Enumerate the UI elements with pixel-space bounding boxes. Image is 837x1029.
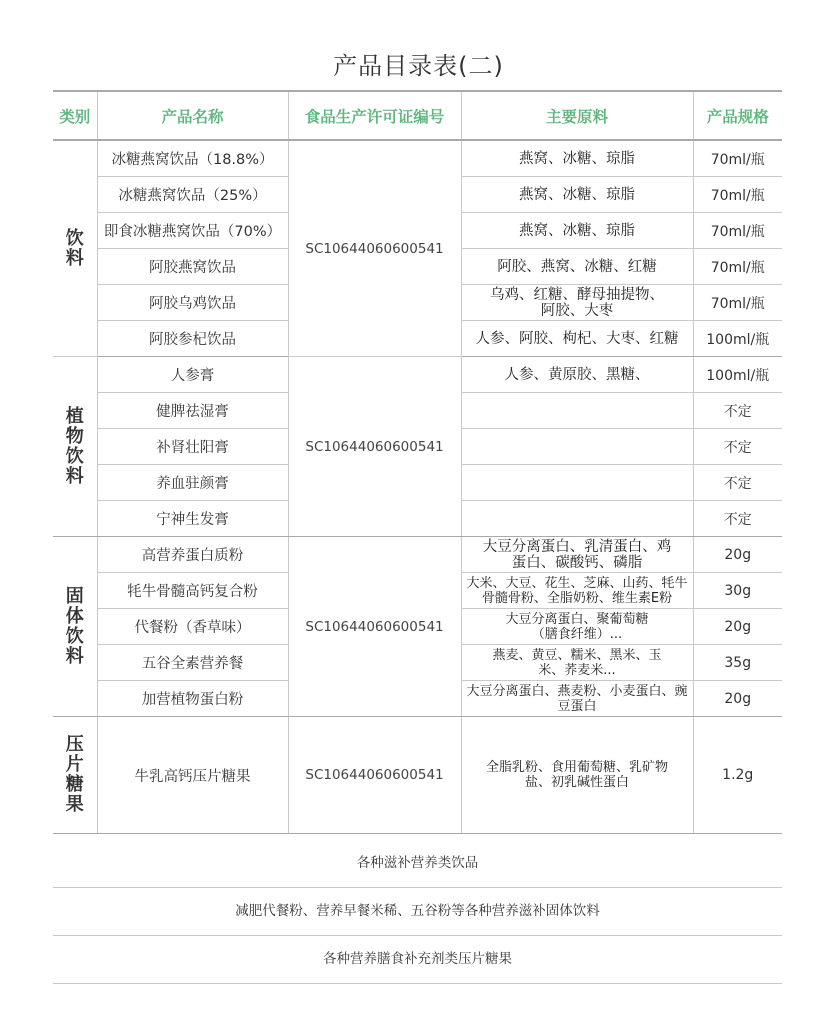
license-cell: SC10644060600541 — [288, 537, 461, 717]
category-cell: 植物饮料 — [53, 357, 97, 537]
materials-cell: 乌鸡、红糖、酵母抽提物、阿胶、大枣 — [461, 285, 693, 321]
product-name: 人参膏 — [97, 357, 288, 393]
materials-cell: 燕窝、冰糖、琼脂 — [461, 140, 693, 177]
materials-cell: 全脂乳粉、食用葡萄糖、乳矿物盐、初乳碱性蛋白 — [461, 717, 693, 834]
license-cell: SC10644060600541 — [288, 357, 461, 537]
materials-cell — [461, 501, 693, 537]
product-name: 冰糖燕窝饮品（25%） — [97, 177, 288, 213]
materials-cell — [461, 465, 693, 501]
product-name: 养血驻颜膏 — [97, 465, 288, 501]
spec-cell: 20g — [693, 681, 782, 717]
spec-cell: 35g — [693, 645, 782, 681]
product-name: 冰糖燕窝饮品（18.8%） — [97, 140, 288, 177]
spec-cell: 30g — [693, 573, 782, 609]
product-name: 阿胶燕窝饮品 — [97, 249, 288, 285]
header-name: 产品名称 — [97, 91, 288, 140]
header-materials: 主要原料 — [461, 91, 693, 140]
spec-cell: 不定 — [693, 501, 782, 537]
product-name: 阿胶参杞饮品 — [97, 321, 288, 357]
materials-cell: 人参、阿胶、枸杞、大枣、红糖 — [461, 321, 693, 357]
spec-cell: 1.2g — [693, 717, 782, 834]
spec-cell: 70ml/瓶 — [693, 213, 782, 249]
table-row — [53, 537, 782, 573]
license-cell: SC10644060600541 — [288, 140, 461, 357]
materials-cell: 大豆分离蛋白、燕麦粉、小麦蛋白、豌豆蛋白 — [461, 681, 693, 717]
materials-cell — [461, 393, 693, 429]
product-name: 代餐粉（香草味） — [97, 609, 288, 645]
spec-cell: 不定 — [693, 429, 782, 465]
product-name: 高营养蛋白质粉 — [97, 537, 288, 573]
category-cell: 压片糖果 — [53, 717, 97, 834]
materials-cell — [461, 429, 693, 465]
materials-cell: 人参、黄原胶、黑糖、 — [461, 357, 693, 393]
spec-cell: 不定 — [693, 465, 782, 501]
product-name: 加营植物蛋白粉 — [97, 681, 288, 717]
product-name: 牦牛骨髓高钙复合粉 — [97, 573, 288, 609]
spec-cell: 70ml/瓶 — [693, 285, 782, 321]
materials-cell: 燕窝、冰糖、琼脂 — [461, 177, 693, 213]
category-cell: 固体饮料 — [53, 537, 97, 717]
spec-cell: 20g — [693, 537, 782, 573]
materials-cell: 阿胶、燕窝、冰糖、红糖 — [461, 249, 693, 285]
header-category: 类别 — [53, 91, 97, 140]
product-name: 五谷全素营养餐 — [97, 645, 288, 681]
header-license: 食品生产许可证编号 — [288, 91, 461, 140]
product-name: 宁神生发膏 — [97, 501, 288, 537]
spec-cell: 100ml/瓶 — [693, 321, 782, 357]
materials-cell: 燕窝、冰糖、琼脂 — [461, 213, 693, 249]
spec-cell: 70ml/瓶 — [693, 177, 782, 213]
product-name: 即食冰糖燕窝饮品（70%） — [97, 213, 288, 249]
table-row — [53, 717, 782, 834]
footer-line: 各种滋补营养类饮品 — [53, 840, 782, 888]
product-name: 牛乳高钙压片糖果 — [97, 717, 288, 834]
page-title: 产品目录表(二) — [333, 52, 504, 80]
table-header-row — [53, 91, 782, 140]
materials-cell: 大豆分离蛋白、乳清蛋白、鸡蛋白、碳酸钙、磷脂 — [461, 537, 693, 573]
product-catalog-table — [53, 90, 782, 834]
product-name: 补肾壮阳膏 — [97, 429, 288, 465]
spec-cell: 70ml/瓶 — [693, 140, 782, 177]
footer-line: 各种营养膳食补充剂类压片糖果 — [53, 936, 782, 984]
footer-line: 减肥代餐粉、营养早餐米稀、五谷粉等各种营养滋补固体饮料 — [53, 888, 782, 936]
spec-cell: 70ml/瓶 — [693, 249, 782, 285]
spec-cell: 20g — [693, 609, 782, 645]
table-row — [53, 357, 782, 393]
license-cell: SC10644060600541 — [288, 717, 461, 834]
product-name: 阿胶乌鸡饮品 — [97, 285, 288, 321]
table-row — [53, 140, 782, 177]
spec-cell: 100ml/瓶 — [693, 357, 782, 393]
materials-cell: 燕麦、黄豆、糯米、黑米、玉米、荞麦米... — [461, 645, 693, 681]
materials-cell: 大豆分离蛋白、聚葡萄糖（膳食纤维）... — [461, 609, 693, 645]
header-spec: 产品规格 — [693, 91, 782, 140]
product-name: 健脾祛湿膏 — [97, 393, 288, 429]
spec-cell: 不定 — [693, 393, 782, 429]
category-cell: 饮料 — [53, 140, 97, 357]
materials-cell: 大米、大豆、花生、芝麻、山药、牦牛骨髓骨粉、全脂奶粉、维生素E粉 — [461, 573, 693, 609]
